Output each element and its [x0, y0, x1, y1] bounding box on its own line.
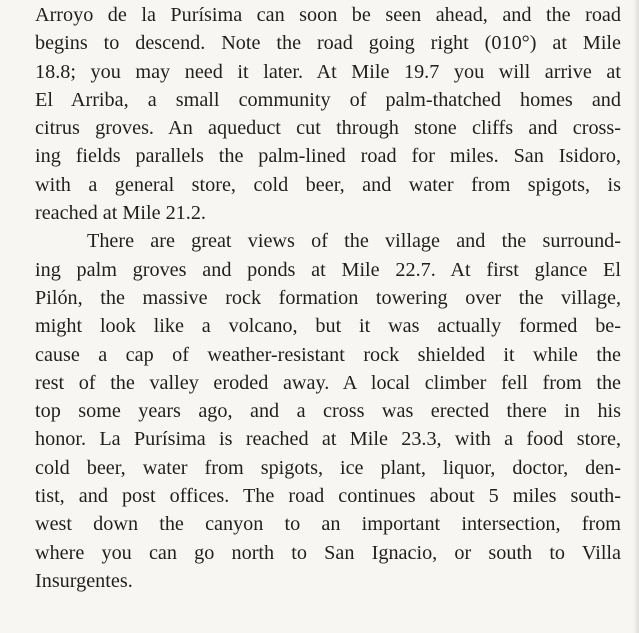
text-line: cause a cap of weather-resistant rock shielded it while the: [35, 343, 621, 366]
text-line: top some years ago, and a cross was erected there in his: [35, 400, 621, 423]
text-line: Pilón, the massive rock formation towering over the village,: [35, 286, 621, 309]
text-line: citrus groves. An aqueduct cut through stone cliffs and cross-: [35, 117, 621, 140]
text-line: rest of the valley eroded away. A local climber fell from the: [35, 371, 621, 394]
text-line: reached at Mile 21.2.: [35, 202, 206, 225]
text-line: Arroyo de la Purísima can soon be seen ahead, and the road: [35, 4, 621, 26]
text-line: begins to descend. Note the road going right (010°) at Mile: [35, 32, 621, 55]
text-line: west down the canyon to an important intersection, from: [35, 513, 621, 536]
text-line: Insurgentes.: [35, 569, 133, 592]
body-text: [35, 1, 621, 595]
text-line: There are great views of the village and the surround-: [87, 230, 621, 253]
paragraph-1: [35, 1, 621, 227]
text-line: 18.8; you may need it later. At Mile 19.7 you will arrive at: [35, 60, 621, 83]
paragraph-2: [35, 227, 621, 595]
text-line: ing palm groves and ponds at Mile 22.7. At first glance El: [35, 258, 621, 281]
text-line: El Arriba, a small community of palm-thatched homes and: [35, 88, 621, 111]
text-line: with a general store, cold beer, and water from spigots, is: [35, 173, 621, 196]
text-line: might look like a volcano, but it was actually formed be-: [35, 315, 621, 338]
text-line: tist, and post offices. The road continues about 5 miles south-: [35, 485, 621, 508]
text-line: honor. La Purísima is reached at Mile 23.3, with a food store,: [35, 428, 621, 451]
text-line: ing fields parallels the palm-lined road for miles. San Isidoro,: [35, 145, 621, 168]
text-line: where you can go north to San Ignacio, or south to Villa: [35, 541, 621, 564]
text-line: cold beer, water from spigots, ice plant, liquor, doctor, den-: [35, 456, 621, 479]
